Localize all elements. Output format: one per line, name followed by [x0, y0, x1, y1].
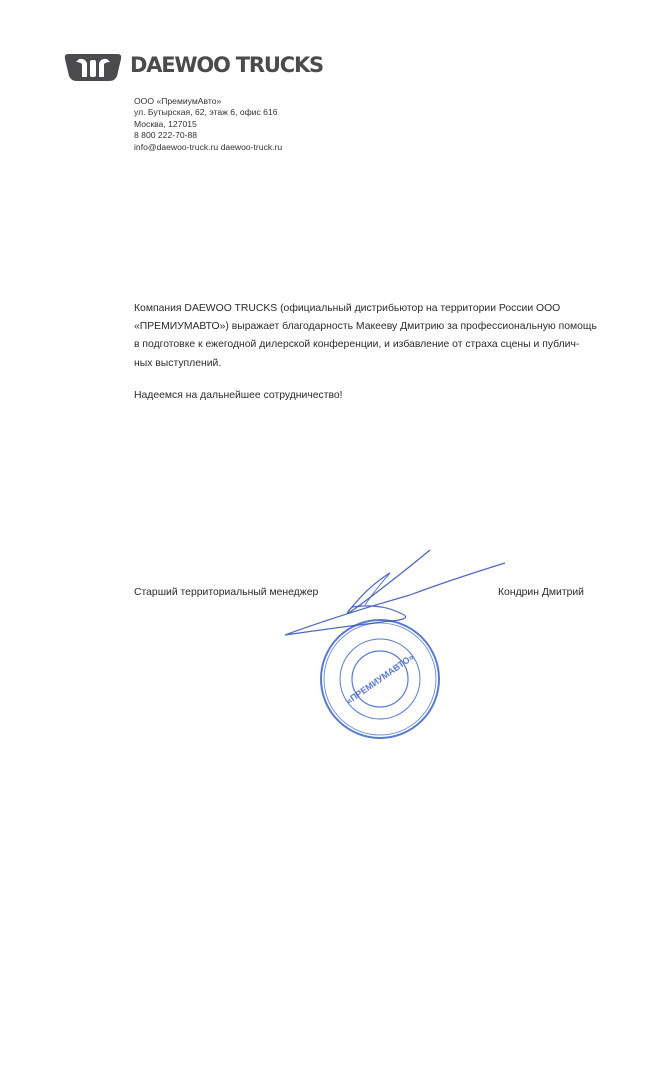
address-phone: 8 800 222-70-88 — [134, 130, 198, 141]
logo-wordmark: DAEWOO TRUCKS — [130, 53, 323, 77]
address-city: Москва, 127015 — [134, 118, 197, 129]
handwritten-signature — [280, 545, 510, 645]
signatory-position: Старший территориальный менеджер — [134, 587, 319, 598]
signatory-name: Кондрин Дмитрий — [498, 587, 584, 598]
body-line: Компания DAEWOO TRUCKS (официальный дистрибьютор на территории России ООО — [134, 303, 561, 314]
address-email-website[interactable]: info@daewoo-truck.ru daewoo-truck.ru — [134, 141, 283, 152]
body-line: «ПРЕМИУМАВТО») выражает благодарность Макееву Дмитрию за профессиональную помощь — [134, 321, 597, 333]
company-address-block — [134, 96, 282, 153]
body-line: ных выступлений. — [134, 357, 222, 369]
letter-closing: Надеемся на дальнейшее сотрудничество! — [134, 390, 343, 401]
company-logo — [62, 50, 352, 84]
body-line: в подготовке к ежегодной дилерской конференции, и избавление от страха сцены и публич- — [134, 339, 580, 351]
daewoo-emblem-icon — [62, 50, 124, 84]
stamp-center-text: «ПРЕМИУМАВТО» — [344, 651, 416, 707]
letter-body — [134, 300, 604, 373]
address-street: ул. Бутырская, 62, этаж 6, офис 616 — [134, 107, 278, 118]
address-company-name: ООО «ПремиумАвто» — [134, 96, 222, 106]
